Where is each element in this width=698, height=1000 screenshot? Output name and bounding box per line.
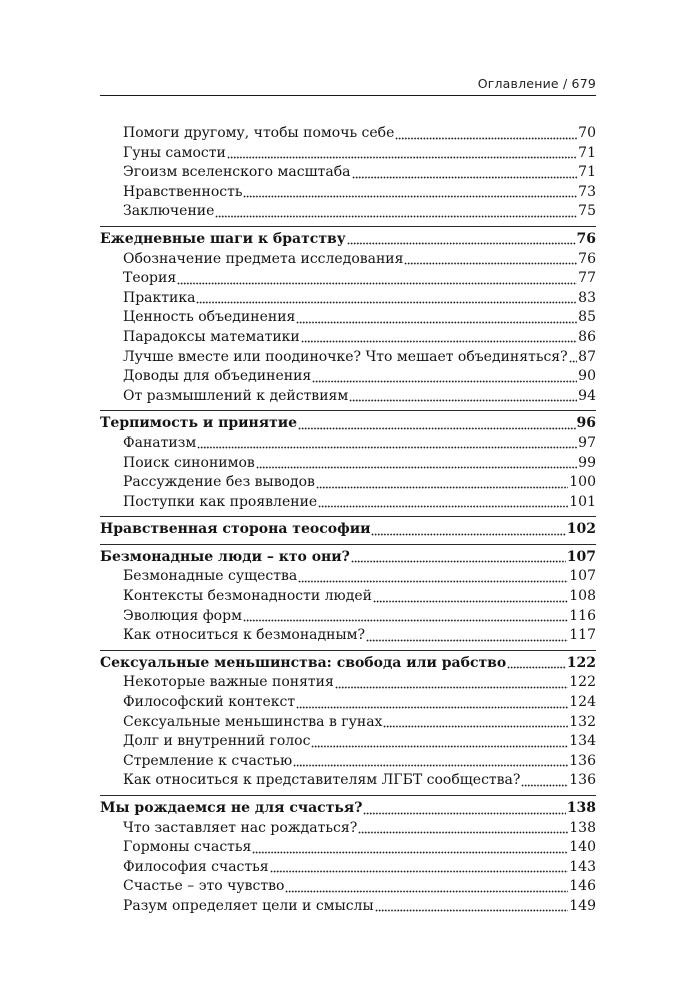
toc-page-number: 94: [578, 387, 596, 404]
toc-page-number: 99: [578, 454, 596, 471]
toc-page-number: 76: [578, 250, 596, 267]
toc-chapter-entry: [100, 799, 596, 819]
toc-page-number: 138: [569, 819, 596, 836]
toc-entry-title: Помоги другому, чтобы помочь себе: [123, 125, 395, 141]
toc-entry-title: Гормоны счастья: [123, 839, 252, 856]
toc-page-number: 134: [569, 733, 596, 750]
dot-leader: [347, 232, 576, 246]
toc-entry-title: Рассуждение без выводов: [123, 474, 315, 491]
toc-entry-title: Нравственная сторона теософии: [100, 521, 371, 538]
toc-entry-title: Философия счастья: [123, 858, 269, 875]
chapter-divider: [100, 226, 596, 227]
dot-leader: [311, 734, 568, 748]
dot-leader: [373, 589, 568, 603]
dot-leader: [351, 549, 566, 563]
toc-entry-title: Что заставляет нас рождаться?: [123, 819, 358, 836]
toc-entry-title: Обозначение предмета исследования: [123, 250, 404, 267]
toc-page-number: 107: [569, 568, 596, 585]
toc-section-entry: [100, 454, 596, 474]
toc-section-entry: [100, 289, 596, 309]
toc-entry-title: Разум определяет цели и смыслы: [123, 897, 374, 914]
toc-section-entry: [100, 144, 596, 164]
toc-section-entry: [100, 897, 596, 917]
toc-entry-title: Теория: [123, 270, 177, 287]
dot-leader: [296, 310, 577, 324]
toc-section-entry: [100, 124, 596, 144]
toc-section-entry: [100, 493, 596, 513]
toc-page-number: 87: [578, 348, 596, 365]
toc-entry-title: Эволюция форм: [123, 607, 242, 624]
toc-section-entry: [100, 348, 596, 368]
toc-section-entry: [100, 387, 596, 407]
dot-leader: [507, 655, 566, 669]
toc-section-entry: [100, 732, 596, 752]
toc-entry-title: Некоторые важные понятия: [123, 674, 334, 691]
dot-leader: [298, 569, 568, 583]
toc-entry-title: Эгоизм вселенского масштаба: [123, 164, 351, 181]
chapter-divider: [100, 410, 596, 411]
toc-page-number: 136: [569, 772, 596, 789]
toc-entry-title: Счастье – это чувство: [123, 878, 285, 895]
toc-section-entry: [100, 819, 596, 839]
toc-entry-title: Безмонадные существа: [123, 568, 298, 585]
toc-page-number: 140: [569, 839, 596, 856]
chapter-divider: [100, 795, 596, 796]
toc-section-entry: [100, 434, 596, 454]
toc-entry-title: От размышлений к действиям: [123, 387, 349, 404]
toc-entry-title: Поступки как проявление: [123, 493, 318, 510]
toc-section-entry: [100, 250, 596, 270]
toc-page-number: 97: [578, 434, 596, 451]
dot-leader: [569, 349, 578, 363]
dot-leader: [256, 455, 577, 469]
toc-section-entry: [100, 202, 596, 222]
toc-section-entry: [100, 673, 596, 693]
chapter-divider: [100, 516, 596, 517]
toc-entry-title: Заключение: [123, 203, 215, 220]
toc-entry-title: Как относиться к безмонадным?: [123, 627, 366, 644]
toc-page-number: 100: [569, 474, 596, 491]
toc-section-entry: [100, 473, 596, 493]
dot-leader: [298, 416, 575, 430]
dot-leader: [177, 271, 577, 285]
toc-section-entry: [100, 269, 596, 289]
table-of-contents: [100, 124, 596, 917]
toc-page-number: 136: [569, 752, 596, 769]
toc-page-number: 77: [578, 270, 596, 287]
dot-leader: [227, 145, 577, 159]
dot-leader: [316, 475, 568, 489]
toc-page-number: 122: [569, 674, 596, 691]
dot-leader: [197, 436, 577, 450]
dot-leader: [404, 251, 577, 265]
toc-chapter-entry: [100, 414, 596, 434]
toc-section-entry: [100, 163, 596, 183]
toc-entry-title: Мы рождаемся не для счастья?: [100, 800, 363, 816]
dot-leader: [196, 290, 577, 304]
dot-leader: [371, 522, 565, 536]
toc-section-entry: [100, 693, 596, 713]
dot-leader: [215, 204, 577, 218]
dot-leader: [301, 330, 577, 344]
toc-chapter-entry: [100, 654, 596, 674]
dot-leader: [252, 840, 568, 854]
dot-leader: [243, 608, 568, 622]
toc-section-entry: [100, 771, 596, 791]
toc-page-number: 107: [566, 548, 596, 565]
dot-leader: [296, 695, 568, 709]
toc-entry-title: Поиск синонимов: [123, 454, 255, 471]
dot-leader: [312, 369, 577, 383]
toc-section-entry: [100, 838, 596, 858]
toc-section-entry: [100, 858, 596, 878]
dot-leader: [383, 714, 568, 728]
toc-section-entry: [100, 607, 596, 627]
toc-section-entry: [100, 328, 596, 348]
toc-page-number: 75: [578, 203, 596, 220]
toc-entry-title: Долг и внутренний голос: [123, 733, 311, 750]
toc-page-number: 102: [566, 521, 596, 538]
dot-leader: [363, 801, 565, 815]
toc-entry-title: Сексуальные меньшинства: свобода или рабство: [100, 654, 507, 671]
toc-page-number: 122: [566, 654, 596, 671]
toc-page-number: 143: [569, 858, 596, 875]
toc-entry-title: Сексуальные меньшинства в гунах: [123, 713, 383, 730]
running-head: Оглавление / 679: [477, 76, 596, 91]
chapter-divider: [100, 544, 596, 545]
toc-page-number: 149: [569, 897, 596, 914]
toc-entry-title: Ценность объединения: [123, 309, 296, 326]
chapter-divider: [100, 650, 596, 651]
toc-entry-title: Доводы для объединения: [123, 368, 312, 385]
toc-page-number: 116: [569, 607, 596, 624]
toc-chapter-entry: [100, 548, 596, 568]
toc-page-number: 86: [578, 328, 596, 345]
toc-page-number: 71: [578, 164, 596, 181]
toc-page-number: 101: [569, 493, 596, 510]
dot-leader: [349, 388, 577, 402]
dot-leader: [358, 820, 568, 834]
toc-page-number: 71: [578, 144, 596, 161]
toc-page-number: 96: [576, 415, 596, 432]
dot-leader: [243, 184, 577, 198]
toc-section-entry: [100, 587, 596, 607]
dot-leader: [521, 773, 568, 787]
toc-section-entry: [100, 367, 596, 387]
toc-page-number: 73: [578, 183, 596, 200]
toc-entry-title: Фанатизм: [123, 434, 197, 451]
toc-entry-title: Гуны самости: [123, 144, 226, 161]
toc-entry-title: Терпимость и принятие: [100, 415, 298, 432]
dot-leader: [375, 899, 569, 913]
toc-entry-title: Как относиться к представителям ЛГБТ сообщества?: [123, 772, 521, 789]
toc-page-number: 90: [578, 368, 596, 385]
toc-section-entry: [100, 626, 596, 646]
dot-leader: [335, 675, 568, 689]
toc-page-number: 83: [578, 289, 596, 306]
toc-section-entry: [100, 308, 596, 328]
dot-leader: [395, 126, 577, 140]
toc-section-entry: [100, 567, 596, 587]
dot-leader: [318, 494, 568, 508]
dot-leader: [293, 753, 568, 767]
toc-page-number: 108: [569, 588, 596, 605]
toc-entry-title: Парадоксы математики: [123, 328, 300, 345]
toc-entry-title: Практика: [123, 289, 196, 306]
toc-entry-title: Безмонадные люди – кто они?: [100, 548, 350, 565]
toc-section-entry: [100, 713, 596, 733]
toc-entry-title: Лучше вместе или поодиночке? Что мешает объединяться?: [123, 348, 568, 365]
dot-leader: [270, 859, 569, 873]
toc-entry-title: Нравственность: [123, 183, 243, 200]
toc-page-number: 132: [569, 713, 596, 730]
header-rule: [100, 95, 596, 96]
toc-entry-title: Стремление к счастью: [123, 752, 293, 769]
toc-page-number: 146: [569, 878, 596, 895]
toc-chapter-entry: [100, 520, 596, 540]
toc-page-number: 124: [569, 694, 596, 711]
toc-page-number: 85: [578, 309, 596, 326]
dot-leader: [352, 165, 578, 179]
toc-entry-title: Философский контекст: [123, 694, 296, 711]
dot-leader: [285, 879, 568, 893]
toc-section-entry: [100, 752, 596, 772]
toc-chapter-entry: [100, 230, 596, 250]
toc-entry-title: Контексты безмонадности людей: [123, 588, 372, 605]
toc-page-number: 117: [569, 627, 596, 644]
toc-page-number: 70: [578, 125, 596, 141]
toc-page-number: 138: [566, 800, 596, 816]
toc-section-entry: [100, 877, 596, 897]
toc-entry-title: Ежедневные шаги к братству: [100, 230, 346, 247]
toc-section-entry: [100, 183, 596, 203]
dot-leader: [366, 628, 568, 642]
toc-page-number: 76: [576, 230, 596, 247]
